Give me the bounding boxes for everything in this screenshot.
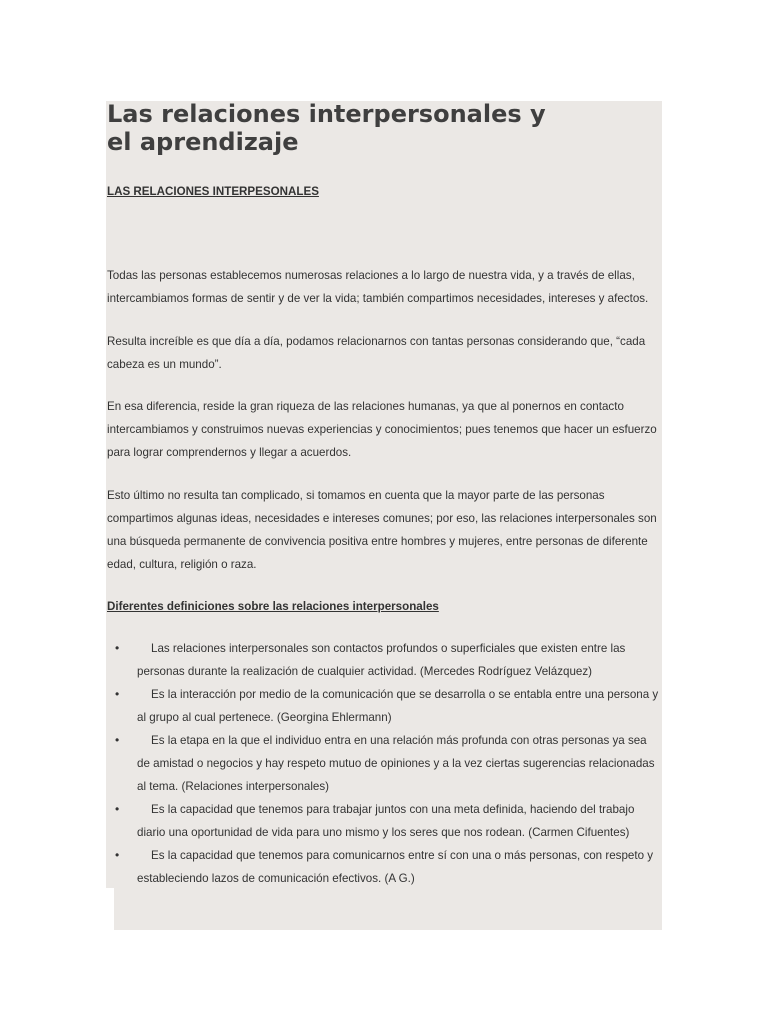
definition-item: [107, 637, 662, 683]
definition-text: Es la capacidad que tenemos para comunicarnos entre sí con una o más personas, con respeto y estableciendo lazos de comunicación efectivos. (A G.): [137, 849, 654, 885]
definition-text: Las relaciones interpersonales son contactos profundos o superficiales que existen entre las personas durante la realización de cualquier actividad. (Mercedes Rodríguez Velázquez): [137, 642, 626, 678]
definitions-heading: Diferentes definiciones sobre las relaciones interpersonales: [107, 600, 439, 613]
bullet-icon: •: [115, 802, 120, 816]
bullet-icon: •: [115, 848, 120, 862]
definition-text: Es la interacción por medio de la comunicación que se desarrolla o se entabla entre una persona y al grupo al cual pertenece. (Georgina Ehlermann): [137, 688, 659, 724]
paragraph-4: Esto último no resulta tan complicado, si tomamos en cuenta que la mayor parte de las personas compartimos algunas ideas, necesidades e intereses comunes; por eso, las relaciones interpersonales son una búsqueda permanente de convivencia positiva entre hombres y mujeres, entre personas de diferente edad, cultura, religión o raza.: [107, 489, 657, 571]
definition-item: [107, 844, 662, 890]
definition-item: [107, 683, 662, 729]
document-title: Las relaciones interpersonales y el aprendizaje: [107, 100, 546, 156]
definition-text: Es la capacidad que tenemos para trabajar juntos con una meta definida, haciendo del trabajo diario una oportunidad de vida para uno mismo y los seres que nos rodean. (Carmen Cifuentes): [137, 803, 635, 839]
definition-item: [107, 798, 662, 844]
section-heading: LAS RELACIONES INTERPESONALES: [107, 185, 319, 198]
bullet-icon: •: [115, 733, 120, 747]
paragraph-3: En esa diferencia, reside la gran riqueza de las relaciones humanas, ya que al ponernos en contacto intercambiamos y construimos nuevas experiencias y conocimientos; pues tenemos que hacer un esfuerzo para lograr comprendernos y llegar a acuerdos.: [107, 400, 657, 459]
panel-notch: [106, 888, 114, 930]
definition-text: Es la etapa en la que el individuo entra en una relación más profunda con otras personas ya sea de amistad o negocios y hay respeto mutuo de opiniones y a la vez ciertas sugerencias relacionadas al tema. (Relaciones interpersonales): [137, 734, 655, 793]
paragraph-1: Todas las personas establecemos numerosas relaciones a lo largo de nuestra vida, y a través de ellas, intercambiamos formas de sentir y de ver la vida; también compartimos necesidades, intereses y afectos.: [107, 269, 649, 305]
definition-item: [107, 729, 662, 798]
bullet-icon: •: [115, 641, 120, 655]
definitions-list: [107, 637, 662, 890]
bullet-icon: •: [115, 687, 120, 701]
paragraph-2: Resulta increíble es que día a día, podamos relacionarnos con tantas personas considerando que, “cada cabeza es un mundo”.: [107, 335, 646, 371]
